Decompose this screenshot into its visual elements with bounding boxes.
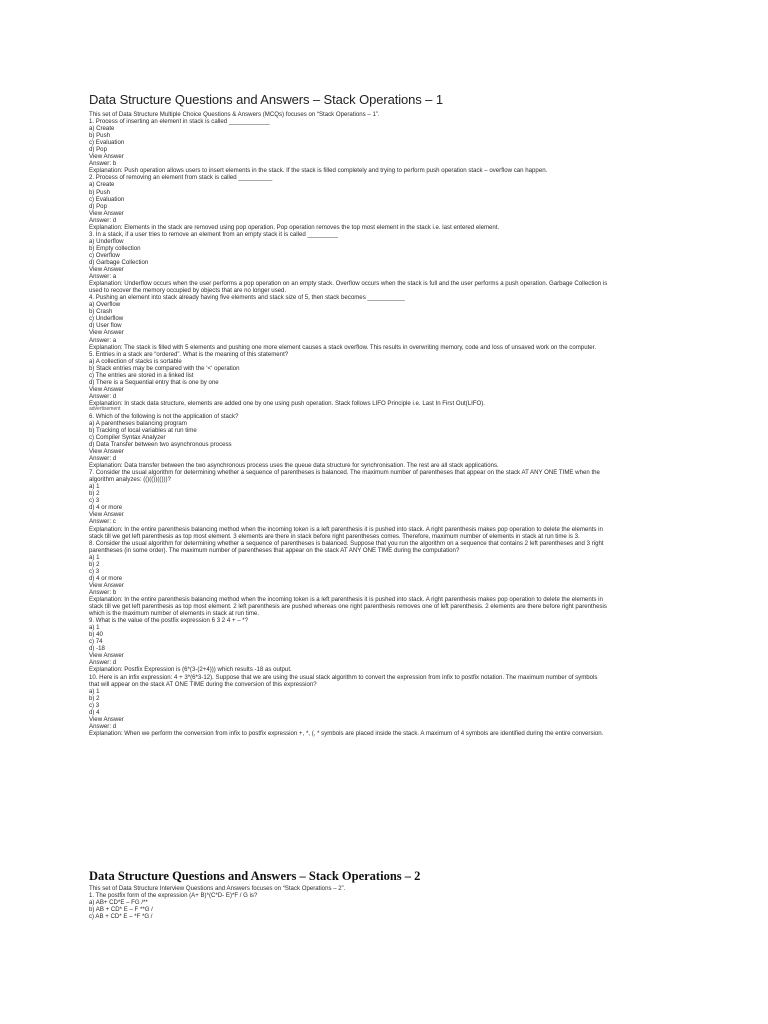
- answer-line: Answer: c: [89, 518, 116, 526]
- text-line: This set of Data Structure Multiple Choice Questions & Answers (MCQs) focuses on “Stack Operations – 1”.: [89, 111, 380, 118]
- explanation-line: Explanation: Postfix Expression is (6*(3-(2+4))) which results -18 as output.: [89, 666, 292, 674]
- option-line: c) 3: [89, 497, 100, 505]
- answer-line: Answer: d: [89, 216, 117, 224]
- view-answer-link[interactable]: View Answer: [89, 581, 124, 589]
- text-line: stack till we get left parenthesis as top most element. 2 left parenthesis are pushed whereas one right parenthesis removes one of left parenthesis. 2 elements are there before right parenthesis: [89, 603, 607, 611]
- option-line: c) Overflow: [89, 251, 120, 259]
- option-line: b) 2: [89, 694, 100, 702]
- question-line: 5. Entries in a stack are “ordered”. What is the meaning of this statement?: [89, 350, 289, 358]
- option-line: d) Pop: [89, 146, 107, 154]
- section-title: Data Structure Questions and Answers – Stack Operations – 2: [89, 869, 421, 883]
- option-line: c) 74: [89, 638, 103, 646]
- option-line: d) Garbage Collection: [89, 258, 149, 266]
- option-line: d) Data Transfer between two asynchronous process: [89, 440, 232, 448]
- text-line: parentheses (in some order). The maximum number of parentheses that appear on the stack AT ANY ONE TIME during the computation?: [89, 546, 460, 554]
- option-line: c) Evaluation: [89, 195, 125, 203]
- section-stack-operations-1: [89, 92, 679, 737]
- view-answer-link[interactable]: View Answer: [89, 209, 124, 217]
- option-line: b) Stack entries may be compared with the ‘<‘ operation: [89, 364, 240, 372]
- text-line: that will appear on the stack AT ONE TIME during the conversion of this expression?: [89, 680, 317, 688]
- question-line: 3. In a stack, if a user tries to remove an element from an empty stack it is called _________: [89, 230, 338, 238]
- option-line: a) 1: [89, 687, 100, 695]
- option-line: a) Create: [89, 181, 115, 189]
- option-line: a) Underflow: [89, 237, 124, 245]
- explanation-line: Explanation: The stack is filled with 5 elements and pushing one more element causes a stack overflow. This results in overwriting memory, code and loss of unsaved work on the computer.: [89, 343, 597, 351]
- option-line: a) 1: [89, 483, 100, 491]
- explanation-line: Explanation: In the entire parenthesis balancing method when the incoming token is a left parenthesis it is pushed into stack. A right parenthesis makes pop operation to delete the elements in: [89, 595, 603, 603]
- answer-line: Answer: d: [89, 659, 117, 667]
- explanation-line: Explanation: Data transfer between the two asynchronous process uses the queue data structure for synchronisation. The rest are all stack applications.: [89, 462, 499, 470]
- view-answer-link[interactable]: View Answer: [89, 448, 124, 455]
- option-line: b) Empty collection: [89, 244, 141, 252]
- option-line: d) User flow: [89, 322, 122, 330]
- option-line: d) 4: [89, 708, 100, 716]
- answer-line: Answer: a: [89, 336, 117, 344]
- option-line: b) 2: [89, 490, 100, 498]
- option-line: b) Crash: [89, 308, 113, 316]
- option-line: c) 3: [89, 567, 100, 575]
- view-answer-link[interactable]: View Answer: [89, 266, 124, 274]
- view-answer-link[interactable]: View Answer: [89, 715, 124, 723]
- view-answer-link[interactable]: View Answer: [89, 329, 124, 337]
- answer-line: Answer: b: [89, 588, 117, 596]
- option-line: a) A parentheses balancing program: [89, 419, 187, 427]
- question-line: 8. Consider the usual algorithm for determining whether a sequence of parentheses is balanced. Suppose that you run the algorithm on a sequence that contains 2 left parentheses and 3 right: [89, 539, 604, 547]
- question-line: 1. Process of inserting an element in stack is called ____________: [89, 118, 270, 126]
- option-line: b) 40: [89, 631, 103, 639]
- view-answer-link[interactable]: View Answer: [89, 153, 124, 161]
- option-line: a) 1: [89, 553, 100, 561]
- answer-line: Answer: d: [89, 392, 117, 400]
- question-line: 6. Which of the following is not the application of stack?: [89, 412, 239, 420]
- explanation-line: Explanation: Underflow occurs when the user performs a pop operation on an empty stack. Overflow occurs when the stack is full and the user performs a push operation. Garbage Collection is: [89, 280, 608, 288]
- explanation-line: Explanation: Elements in the stack are removed using pop operation. Pop operation removes the top most element in the stack i.e. last entered element.: [89, 223, 500, 231]
- option-line: b) 2: [89, 560, 100, 568]
- text-line: which is the maximum number of elements in stack at run time.: [89, 610, 260, 618]
- section-title: Data Structure Questions and Answers – Stack Operations – 1: [89, 92, 443, 107]
- option-line: d) 4 or more: [89, 574, 123, 582]
- view-answer-link[interactable]: View Answer: [89, 385, 124, 393]
- question-line: 2. Process of removing an element from stack is called __________: [89, 174, 273, 182]
- explanation-line: Explanation: In the entire parenthesis balancing method when the incoming token is a left parenthesis it is pushed into stack. A right parenthesis makes pop operation to delete the elements in: [89, 525, 603, 533]
- answer-line: Answer: d: [89, 455, 117, 463]
- option-line: b) AB + CD* E – F **G /: [89, 906, 153, 914]
- option-line: b) Tracking of local variables at run time: [89, 426, 197, 434]
- answer-line: Answer: a: [89, 273, 117, 281]
- option-line: b) Push: [89, 132, 111, 140]
- section-stack-operations-2: [89, 868, 679, 920]
- option-line: a) Create: [89, 125, 115, 133]
- option-line: b) Push: [89, 188, 111, 196]
- option-line: c) 3: [89, 701, 100, 709]
- explanation-line: Explanation: When we perform the conversion from infix to postfix expression +, *, (, * symbols are placed inside the stack. A maximum of 4 symbols are identified during the entire conversion.: [89, 729, 604, 737]
- explanation-line: Explanation: In stack data structure, elements are added one by one using push operation. Stack follows LIFO Principle i.e. Last In First Out(LIFO).: [89, 399, 485, 407]
- text-line: stack till we get left parenthesis as top most element. 3 elements are there in stack before right parentheses comes. Therefore, maximum number of elements in stack at run time is 3.: [89, 532, 580, 540]
- answer-line: Answer: d: [89, 722, 117, 730]
- option-line: c) Underflow: [89, 315, 124, 323]
- option-line: d) -18: [89, 645, 105, 653]
- option-line: a) Overflow: [89, 301, 121, 309]
- view-answer-link[interactable]: View Answer: [89, 511, 124, 519]
- option-line: d) There is a Sequential entry that is one by one: [89, 378, 219, 386]
- question-line: 1. The postfix form of the expression (A+ B)*(C*D- E)*F / G is?: [89, 892, 258, 900]
- section-body: [89, 885, 679, 920]
- option-line: c) Evaluation: [89, 139, 125, 147]
- option-line: c) AB + CD* E – *F *G /: [89, 913, 153, 921]
- view-answer-link[interactable]: View Answer: [89, 652, 124, 660]
- advertisement-label: advertisement: [89, 405, 121, 412]
- text-line: used to recover the memory occupied by objects that are no longer used.: [89, 287, 287, 295]
- question-line: 9. What is the value of the postfix expression 6 3 2 4 + – *?: [89, 617, 249, 625]
- option-line: c) The entries are stored in a linked list: [89, 371, 194, 379]
- text-line: This set of Data Structure Interview Questions and Answers focuses on “Stack Operations – 2”.: [89, 885, 346, 892]
- option-line: c) Compiler Syntax Analyzer: [89, 433, 166, 441]
- question-line: 10. Here is an infix expression: 4 + 3*(6*3-12). Suppose that we are using the usual stack algorithm to convert the expression from infix to postfix notation. The maximum number of symbols: [89, 673, 598, 681]
- option-line: a) AB+ CD*E – FG /**: [89, 899, 148, 907]
- question-line: 4. Pushing an element into stack already having five elements and stack size of 5, then stack becomes ___________: [89, 294, 405, 302]
- question-line: 7. Consider the usual algorithm for determining whether a sequence of parentheses is balanced. The maximum number of parentheses that appear on the stack AT ANY ONE TIME when the: [89, 469, 600, 477]
- section-body: [89, 111, 679, 737]
- explanation-line: Explanation: Push operation allows users to insert elements in the stack. If the stack is filled completely and trying to perform push operation stack – overflow can happen.: [89, 167, 548, 175]
- answer-line: Answer: b: [89, 160, 117, 168]
- option-line: a) 1: [89, 624, 100, 632]
- option-line: d) 4 or more: [89, 504, 123, 512]
- option-line: a) A collection of stacks is sortable: [89, 357, 182, 365]
- option-line: d) Pop: [89, 202, 107, 210]
- text-line: algorithm analyzes: (()(())(()))?: [89, 476, 171, 484]
